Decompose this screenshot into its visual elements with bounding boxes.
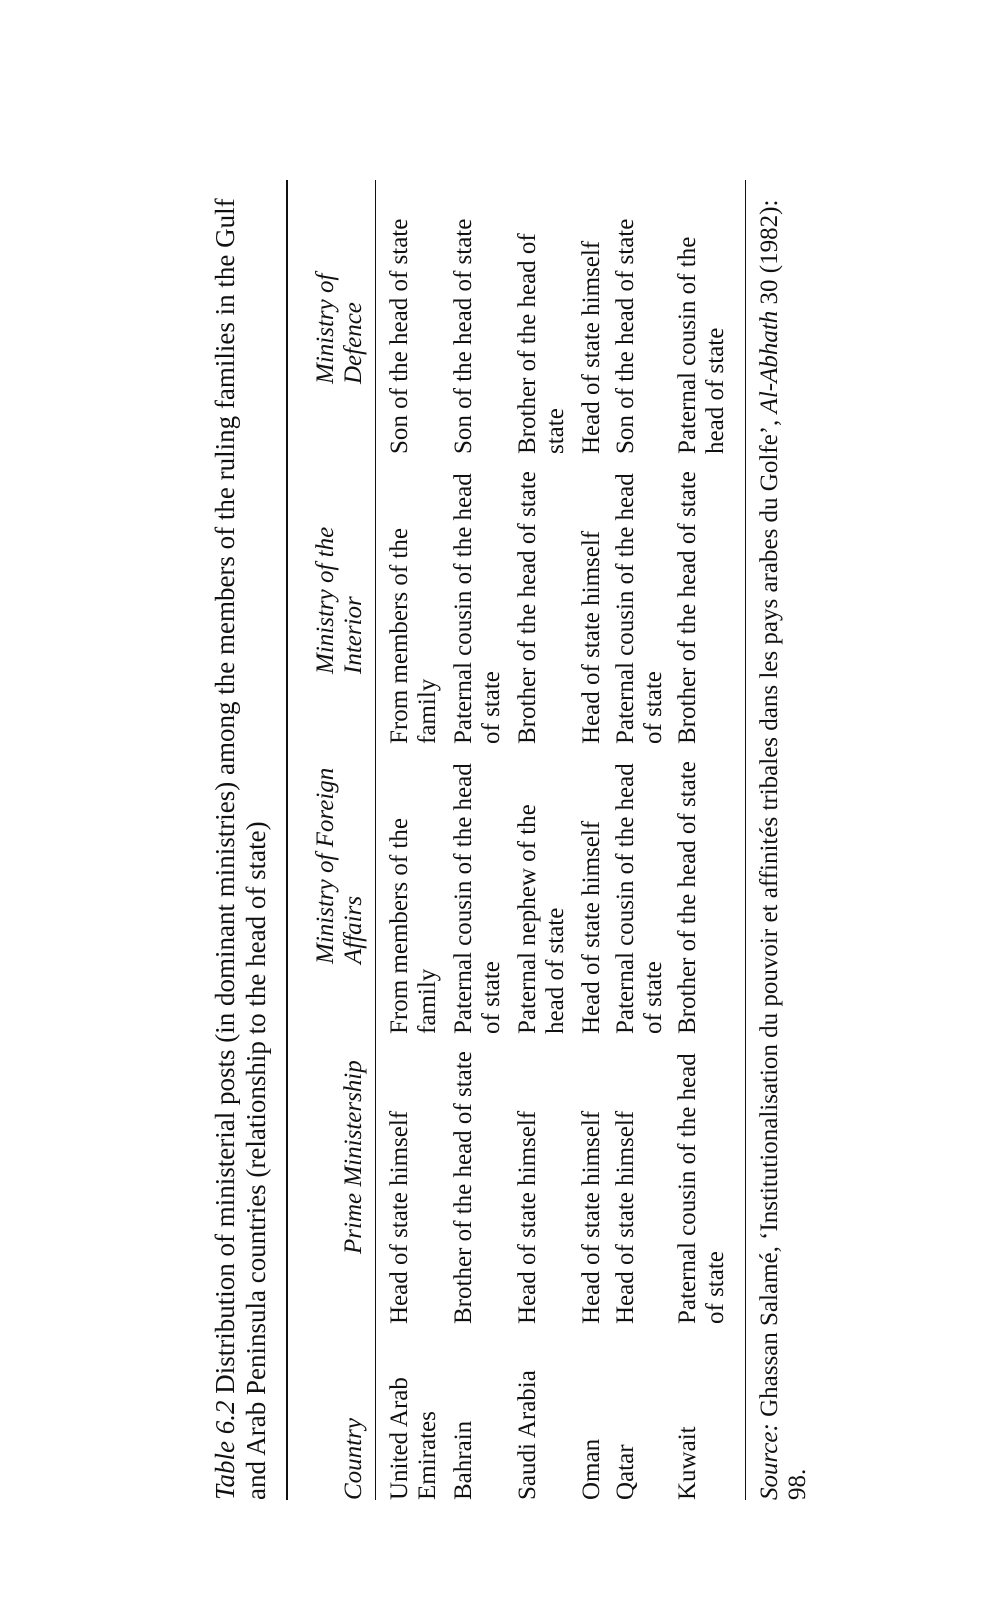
- cell-interior: Paternal cousin of the head of state: [612, 473, 667, 744]
- cell-interior: Paternal cousin of the head of state: [450, 473, 505, 744]
- source-journal: Al-Abhath: [756, 310, 783, 414]
- cell-foreign-affairs: Paternal cousin of the head of state: [450, 763, 505, 1034]
- cell-defence: Son of the head of state: [386, 218, 413, 454]
- cell-foreign-affairs: Paternal cousin of the head of state: [612, 763, 667, 1034]
- header-interior: Ministry of the Interior: [312, 526, 367, 674]
- header-row: [294, 180, 368, 1500]
- source-tail: 30 (1982): 98.: [756, 199, 811, 1500]
- cell-country: Bahrain: [450, 1420, 477, 1500]
- header-country: Country: [340, 1418, 367, 1500]
- table-caption: [210, 180, 272, 1500]
- table-row: [450, 180, 514, 1500]
- cell-prime-ministership: Head of state himself: [612, 1110, 639, 1324]
- bottom-rule: [745, 180, 746, 1500]
- cell-country: Qatar: [612, 1444, 639, 1500]
- cell-foreign-affairs: Head of state himself: [578, 820, 605, 1034]
- cell-defence: Head of state himself: [578, 240, 605, 454]
- cell-foreign-affairs: From members of the family: [386, 818, 441, 1034]
- cell-prime-ministership: Head of state himself: [514, 1110, 541, 1324]
- cell-country: United Arab Emirates: [386, 1377, 441, 1500]
- cell-foreign-affairs: Brother of the head of state: [674, 761, 701, 1034]
- source-label: Source:: [756, 1423, 783, 1500]
- cell-defence: Son of the head of state: [612, 218, 639, 454]
- table-row: [514, 180, 578, 1500]
- top-rule: [286, 180, 288, 1500]
- cell-interior: Brother of the head of state: [514, 471, 541, 744]
- cell-foreign-affairs: Paternal nephew of the head of state: [514, 804, 569, 1034]
- cell-country: Oman: [578, 1438, 605, 1500]
- header-rule: [375, 180, 376, 1500]
- table-header: [294, 180, 368, 1500]
- header-prime-ministership: Prime Ministership: [340, 1060, 367, 1254]
- caption-text: Distribution of ministerial posts (in dominant ministries) among the members of the ruling families in the Gulf and Arab Peninsula countries (relationship to the head of state): [210, 198, 271, 1500]
- cell-defence: Brother of the head of state: [514, 233, 569, 454]
- cell-prime-ministership: Brother of the head of state: [450, 1051, 477, 1324]
- table-body: [386, 180, 734, 1500]
- source-text: Ghassan Salamé, ‘Institutionalisation du pouvoir et affinités tribales dans les pays arabes du Golfe’,: [756, 419, 783, 1417]
- cell-prime-ministership: Head of state himself: [578, 1110, 605, 1324]
- cell-interior: Brother of the head of state: [674, 471, 701, 744]
- cell-defence: Son of the head of state: [450, 218, 477, 454]
- cell-prime-ministership: Head of state himself: [386, 1110, 413, 1324]
- source-note: [756, 180, 812, 1500]
- table-row: [386, 180, 450, 1500]
- table-row: [578, 180, 612, 1500]
- cell-country: Kuwait: [674, 1426, 701, 1500]
- cell-interior: Head of state himself: [578, 530, 605, 744]
- cell-prime-ministership: Paternal cousin of the head of state: [674, 1053, 729, 1324]
- cell-interior: From members of the family: [386, 528, 441, 744]
- header-defence: Ministry of Defence: [312, 273, 367, 384]
- cell-defence: Paternal cousin of the head of state: [674, 236, 729, 454]
- table-row: [674, 180, 734, 1500]
- cell-country: Saudi Arabia: [514, 1370, 541, 1500]
- table-row: [612, 180, 674, 1500]
- header-foreign-affairs: Ministry of Foreign Affairs: [312, 767, 367, 964]
- caption-lead: Table 6.2: [210, 1400, 240, 1500]
- rotated-page: [210, 180, 810, 1500]
